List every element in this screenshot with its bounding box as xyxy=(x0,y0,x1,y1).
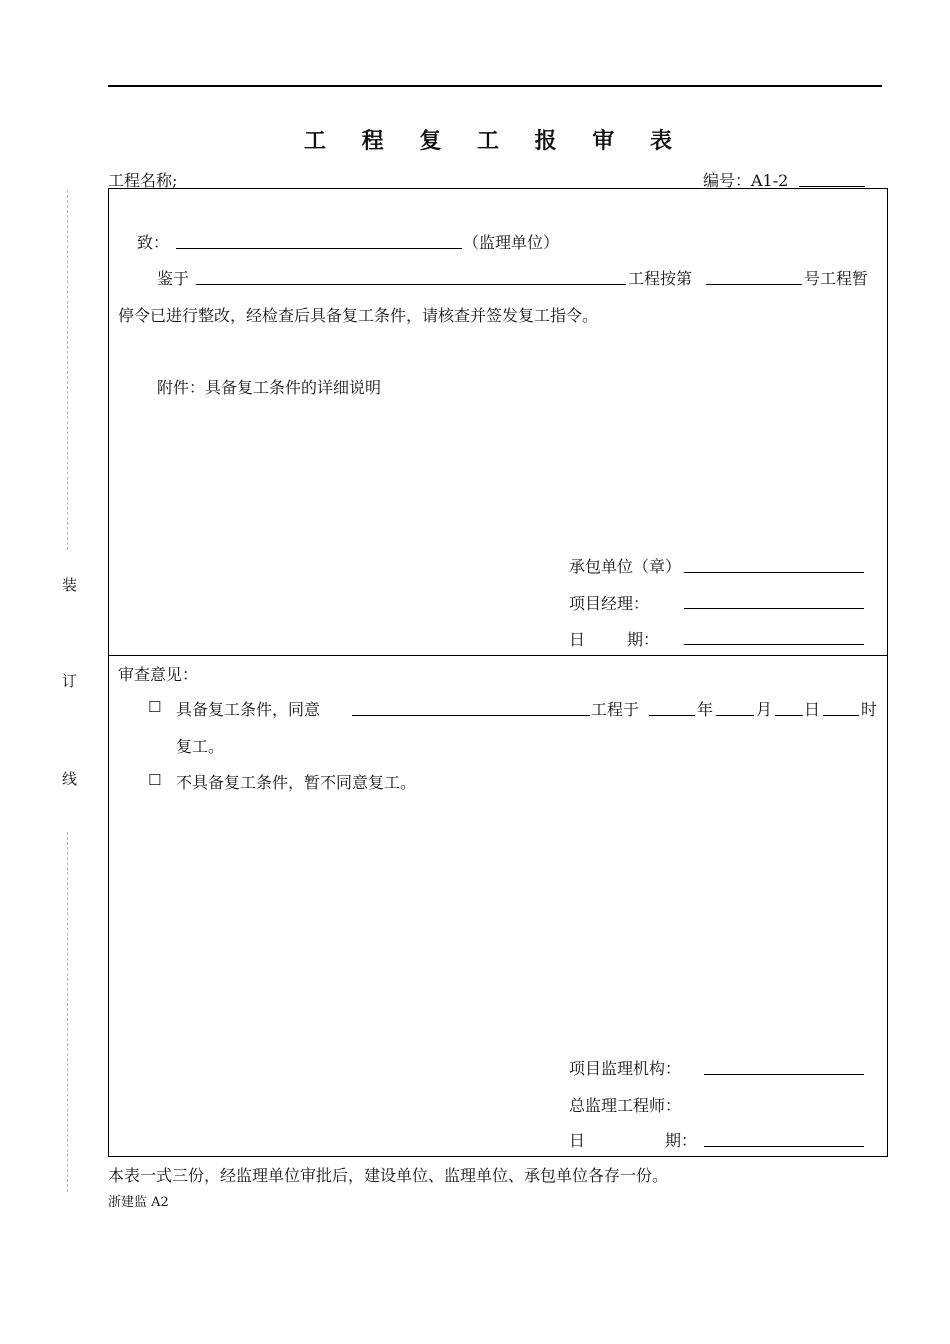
binding-dashed-line-top xyxy=(67,190,68,550)
checkbox-reject[interactable]: ☐ xyxy=(148,771,162,789)
project-name-label: 工程名称; xyxy=(108,171,178,190)
project-name-field[interactable] xyxy=(196,284,626,285)
line1-prefix: 鉴于 xyxy=(157,269,190,288)
binding-mark-ding: 订 xyxy=(62,672,78,690)
project-manager-label: 项目经理： xyxy=(569,594,650,613)
binding-mark-zhuang: 装 xyxy=(62,576,78,594)
checkbox-approve[interactable]: ☐ xyxy=(148,698,162,716)
review-date-field[interactable] xyxy=(704,1146,864,1147)
supervision-org-label: 项目监理机构： xyxy=(569,1059,682,1078)
resume-day-field[interactable] xyxy=(775,715,803,716)
supervisor-unit-note: （监理单位） xyxy=(463,233,560,252)
binding-dashed-line-bottom xyxy=(67,832,68,1192)
option1-mid: 工程于 xyxy=(591,700,640,719)
top-rule xyxy=(108,85,882,87)
line1-suffix: 号工程暂 xyxy=(804,269,869,288)
date-label-part1: 日 xyxy=(569,630,586,649)
line2-text: 停令已进行整改，经检查后具备复工条件，请核查并签发复工指令。 xyxy=(118,306,599,325)
stop-order-number-field[interactable] xyxy=(706,284,802,285)
resume-year-field[interactable] xyxy=(649,715,695,716)
unit-month: 月 xyxy=(756,700,773,719)
resume-hour-field[interactable] xyxy=(823,715,859,716)
approved-project-field[interactable] xyxy=(352,715,590,716)
to-label: 致： xyxy=(137,233,170,252)
attachment-note: 附件：具备复工条件的详细说明 xyxy=(157,378,382,397)
section-divider xyxy=(108,655,888,656)
review-date-label-part2: 期： xyxy=(665,1131,698,1150)
unit-hour: 时 xyxy=(861,700,878,719)
chief-engineer-label: 总监理工程师： xyxy=(569,1096,682,1115)
review-heading: 审查意见： xyxy=(118,665,199,684)
binding-mark-xian: 线 xyxy=(62,770,78,788)
supervision-org-field[interactable] xyxy=(704,1074,864,1075)
form-number-blank[interactable] xyxy=(799,186,865,187)
footer-note: 本表一式三份，经监理单位审批后，建设单位、监理单位、承包单位各存一份。 xyxy=(108,1166,669,1185)
option1-prefix: 具备复工条件，同意 xyxy=(176,700,321,719)
contractor-label: 承包单位（章） xyxy=(569,557,682,576)
resume-month-field[interactable] xyxy=(716,715,754,716)
review-date-label-part1: 日 xyxy=(569,1131,586,1150)
date-label-part2: 期： xyxy=(627,630,660,649)
option2-text: 不具备复工条件，暂不同意复工。 xyxy=(176,773,417,792)
project-manager-field[interactable] xyxy=(684,608,864,609)
option1-line2: 复工。 xyxy=(176,737,225,756)
unit-day: 日 xyxy=(804,700,821,719)
form-number: 编号：A1-2 xyxy=(703,171,789,190)
footer-form-code: 浙建监 A2 xyxy=(108,1195,169,1210)
supervisor-unit-field[interactable] xyxy=(176,248,462,249)
form-box xyxy=(108,188,888,1157)
unit-year: 年 xyxy=(697,700,714,719)
contractor-signature-field[interactable] xyxy=(684,572,864,573)
application-date-field[interactable] xyxy=(684,644,864,645)
line1-mid: 工程按第 xyxy=(628,269,693,288)
form-title: 工 程 复 工 报 审 表 xyxy=(304,129,686,154)
